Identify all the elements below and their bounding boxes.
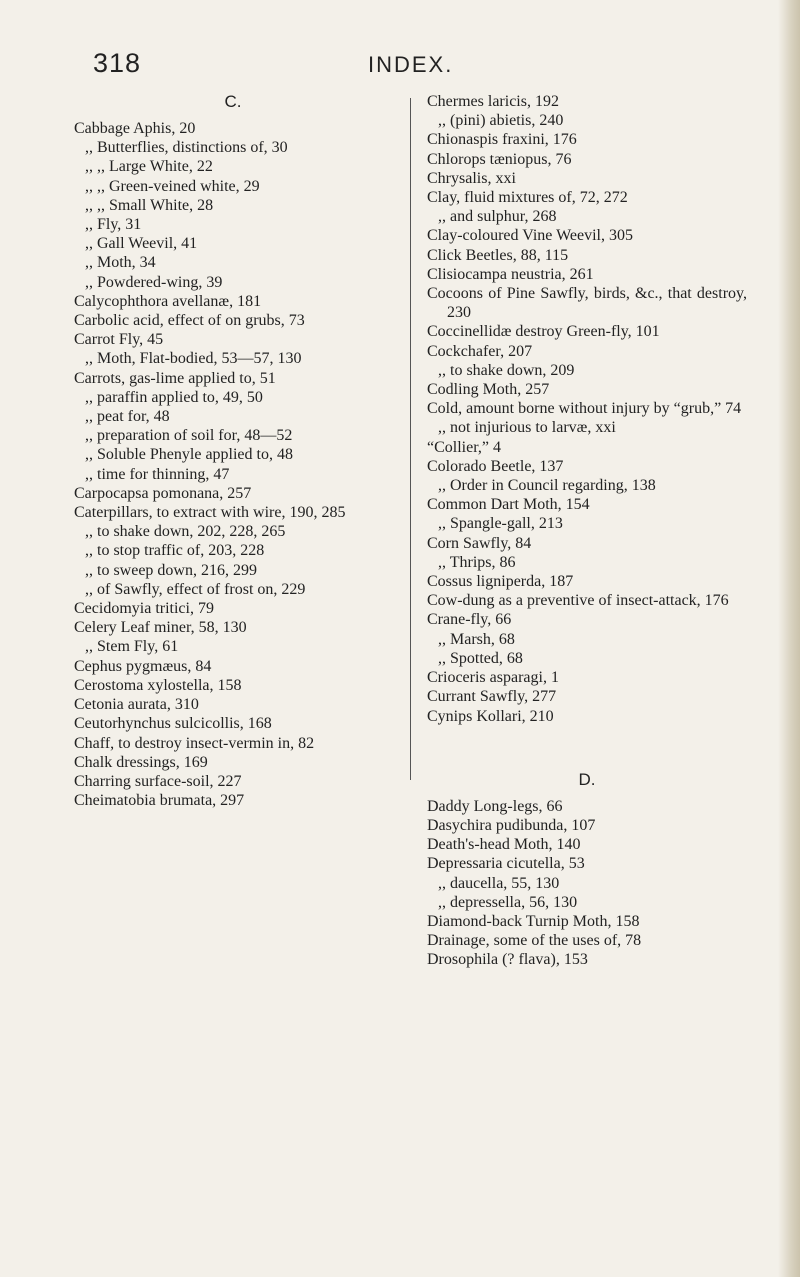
- index-entry: Clay-coloured Vine Weevil, 305: [427, 227, 633, 245]
- index-entry: Charring surface-soil, 227: [74, 772, 242, 790]
- index-entry: Cerostoma xylostella, 158: [74, 676, 242, 694]
- index-entry: Cephus pygmæus, 84: [74, 657, 212, 675]
- index-entry: Currant Sawfly, 277: [427, 688, 557, 706]
- index-entry: Clisiocampa neustria, 261: [427, 265, 594, 283]
- index-entry: ,, Gall Weevil, 41: [85, 235, 198, 253]
- section-gap: [427, 726, 747, 770]
- page-header: [0, 48, 800, 78]
- index-entry: ,, of Sawfly, effect of frost on, 229: [85, 580, 306, 598]
- index-entry: Dasychira pudibunda, 107: [427, 816, 596, 834]
- index-entry: Codling Moth, 257: [427, 381, 550, 399]
- index-entry: Celery Leaf miner, 58, 130: [74, 619, 247, 637]
- index-entry: Corn Sawfly, 84: [427, 534, 532, 552]
- index-entry: ,, to sweep down, 216, 299: [85, 561, 257, 579]
- index-entry: Carrot Fly, 45: [74, 331, 164, 349]
- index-entry: Chlorops tæniopus, 76: [427, 150, 572, 168]
- index-entry: ,, preparation of soil for, 48—52: [85, 427, 293, 445]
- index-entry: Cossus ligniperda, 187: [427, 573, 574, 591]
- index-entry: Cocoons of Pine Sawfly, birds, &c., that destroy, 230: [427, 285, 747, 322]
- index-entry: ,, Stem Fly, 61: [85, 638, 179, 656]
- index-entry: ,, Soluble Phenyle applied to, 48: [85, 446, 293, 464]
- index-entry: Death's-head Moth, 140: [427, 836, 581, 854]
- index-entry: Cockchafer, 207: [427, 342, 533, 360]
- index-entry: ,, not injurious to larvæ, xxi: [438, 419, 616, 437]
- index-entry: ,, Spotted, 68: [438, 649, 523, 667]
- index-entry: ,, Fly, 31: [85, 216, 142, 234]
- index-entry: Drainage, some of the uses of, 78: [427, 932, 642, 950]
- index-entry: Drosophila (? flava), 153: [427, 951, 588, 969]
- index-entry: “Collier,” 4: [427, 438, 501, 456]
- index-entry: ,, Powdered-wing, 39: [85, 273, 223, 291]
- index-entry: Cow-dung as a preventive of insect-attack, 176: [427, 592, 729, 610]
- index-entry: Common Dart Moth, 154: [427, 496, 590, 514]
- index-entry: ,, daucella, 55, 130: [438, 874, 560, 892]
- index-entry: Cabbage Aphis, 20: [74, 120, 196, 137]
- index-entry: Cynips Kollari, 210: [427, 707, 554, 725]
- index-entry: Clay, fluid mixtures of, 72, 272: [427, 189, 628, 207]
- index-entry: ,, and sulphur, 268: [438, 208, 557, 226]
- column-divider: [410, 98, 411, 780]
- section-letter-d: D.: [578, 769, 596, 789]
- index-entry: Click Beetles, 88, 115: [427, 246, 569, 264]
- index-entry: ,, Order in Council regarding, 138: [438, 477, 656, 495]
- entry-list-c-continued: [427, 92, 747, 726]
- index-column-left: [74, 92, 392, 810]
- index-entry: ,, Butterflies, distinctions of, 30: [85, 139, 288, 157]
- index-entry: ,, depressella, 56, 130: [438, 893, 578, 911]
- index-entry: Cheimatobia brumata, 297: [74, 792, 245, 810]
- index-entry: Calycophthora avellanæ, 181: [74, 292, 262, 310]
- index-entry: Diamond-back Turnip Moth, 158: [427, 912, 640, 930]
- index-entry: Cecidomyia tritici, 79: [74, 600, 214, 618]
- index-entry: Crioceris asparagi, 1: [427, 669, 559, 687]
- index-entry: Carrots, gas-lime applied to, 51: [74, 369, 276, 387]
- index-entry: Caterpillars, to extract with wire, 190, 285: [74, 504, 346, 522]
- index-entry: ,, ,, Large White, 22: [85, 158, 213, 176]
- index-entry: Chaff, to destroy insect-vermin in, 82: [74, 734, 315, 752]
- index-entry: ,, Moth, 34: [85, 254, 156, 272]
- index-entry: Cetonia aurata, 310: [74, 696, 199, 714]
- index-entry: Coccinellidæ destroy Green-fly, 101: [427, 323, 660, 341]
- index-column-right: [427, 92, 747, 970]
- index-entry: ,, Marsh, 68: [438, 630, 515, 648]
- index-entry: ,, time for thinning, 47: [85, 465, 230, 483]
- index-entry: Carpocapsa pomonana, 257: [74, 484, 252, 502]
- index-entry: ,, peat for, 48: [85, 408, 170, 426]
- index-entry: ,, to stop traffic of, 203, 228: [85, 542, 265, 560]
- index-entry: Ceutorhynchus sulcicollis, 168: [74, 715, 272, 733]
- index-entry: ,, Spangle-gall, 213: [438, 515, 563, 533]
- entry-list-c: [74, 119, 392, 810]
- index-entry: Chalk dressings, 169: [74, 753, 208, 771]
- index-entry: ,, Thrips, 86: [438, 553, 516, 571]
- index-entry: Chionaspis fraxini, 176: [427, 131, 577, 149]
- page-edge-shadow: [778, 0, 800, 1277]
- index-entry: Carbolic acid, effect of on grubs, 73: [74, 312, 305, 330]
- page-number: 318: [93, 48, 142, 78]
- running-head: INDEX.: [368, 52, 454, 77]
- index-entry: Cold, amount borne without injury by “grub,” 74: [427, 400, 742, 418]
- index-entry: Chermes laricis, 192: [427, 93, 559, 110]
- index-entry: ,, Moth, Flat-bodied, 53—57, 130: [85, 350, 302, 368]
- index-entry: Depressaria cicutella, 53: [427, 855, 585, 873]
- index-entry: ,, paraffin applied to, 49, 50: [85, 388, 263, 406]
- index-entry: Crane-fly, 66: [427, 611, 512, 629]
- index-entry: Colorado Beetle, 137: [427, 457, 564, 475]
- entry-list-d: [427, 797, 747, 970]
- index-entry: ,, ,, Small White, 28: [85, 196, 214, 214]
- index-entry: Chrysalis, xxi: [427, 169, 516, 187]
- index-entry: Daddy Long-legs, 66: [427, 797, 563, 815]
- index-entry: ,, to shake down, 209: [438, 361, 575, 379]
- index-entry: ,, ,, Green-veined white, 29: [85, 177, 260, 195]
- index-entry: ,, to shake down, 202, 228, 265: [85, 523, 286, 541]
- section-letter-c: C.: [224, 92, 242, 111]
- index-entry: ,, (pini) abietis, 240: [438, 112, 564, 130]
